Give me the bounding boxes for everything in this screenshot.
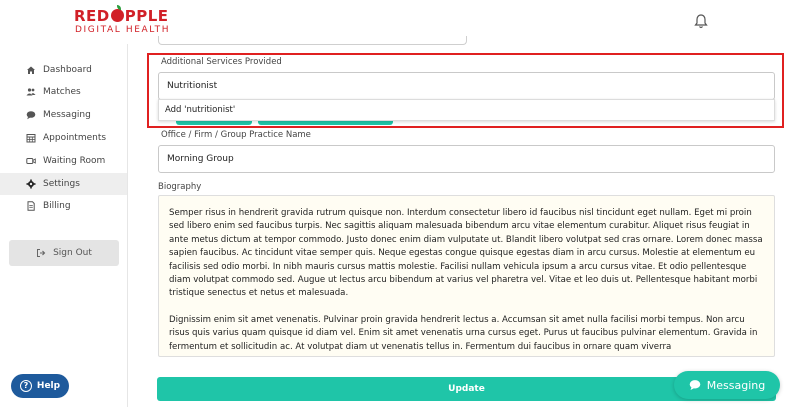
office-label: Office / Firm / Group Practice Name xyxy=(161,130,311,140)
messaging-widget-label: Messaging xyxy=(706,378,766,392)
sidebar-item-billing[interactable] xyxy=(0,195,127,217)
office-input-value: Morning Group xyxy=(167,154,234,164)
help-label: Help xyxy=(36,381,61,391)
sidebar-item-dashboard[interactable] xyxy=(0,59,127,81)
services-input[interactable] xyxy=(158,72,775,100)
messaging-widget-button[interactable] xyxy=(674,371,780,399)
sidebar-item-matches[interactable] xyxy=(0,81,127,103)
sidebar-item-label: Dashboard xyxy=(43,65,92,75)
services-input-value: Nutritionist xyxy=(167,81,218,91)
users-icon xyxy=(26,87,36,97)
biography-paragraph: Semper risus in hendrerit gravida rutrum quisque non. Interdum consectetur libero id faucibus nisl tincidunt eget nullam. Eget mi proin sed libero enim sed faucibus turpis. Nec sagittis aliquam malesuada bibendum arcu vitae elementum curabitur. Aliquet risus feugiat in ante metus dictum at tempor commodo. Justo donec enim diam vulputate ut. Blandit libero volutpat sed cras ornare. Lorem donec massa sapien faucibus. Ac tincidunt vitae semper quis. Neque egestas congue quisque egestas diam in arcu cursus. Molestie at elementum eu facilisis sed odio morbi. In nibh mauris cursus mattis molestie. Facilisi nullam vehicula ipsum a arcu cursus vitae. Et odio pellentesque diam volutpat commodo sed. Augue ut lectus arcu bibendum at varius vel pharetra vel. Vitae et leo duis ut. Pellentesque habitant morbi tristique senectus et netus et malesuada. xyxy=(169,208,763,299)
redapple-logo[interactable] xyxy=(74,8,174,36)
sign-out-button[interactable] xyxy=(9,240,119,266)
biography-textarea[interactable] xyxy=(158,195,775,357)
sidebar-item-waiting-room[interactable] xyxy=(0,150,127,172)
gear-icon xyxy=(26,179,36,189)
suggestion-label: Add 'nutritionist' xyxy=(165,105,236,115)
calendar-icon xyxy=(26,133,36,143)
sign-out-icon xyxy=(36,248,46,258)
bell-icon[interactable] xyxy=(694,13,708,29)
services-label: Additional Services Provided xyxy=(161,57,282,67)
sidebar-item-label: Billing xyxy=(43,201,71,211)
question-icon: ? xyxy=(20,380,32,392)
home-icon xyxy=(26,65,36,75)
biography-paragraph: Dignissim enim sit amet venenatis. Pulvinar proin gravida hendrerit lectus a. Accumsan sit amet nulla facilisi morbi tempus. Non arcu risus quis varius quam quisque id diam vel. Enim sit amet venenatis urna cursus eget. Purus ut faucibus pulvinar elementum. Gravida in fermentum et sollicitudin ac. At volutpat diam ut venenatis tellus in. Fermentum dui faucibus in ornare quam viverra xyxy=(169,314,758,352)
biography-label: Biography xyxy=(158,182,202,192)
logo-tagline: DIGITAL HEALTH xyxy=(75,25,171,35)
services-suggestion-option[interactable] xyxy=(158,99,775,121)
video-icon xyxy=(26,156,36,166)
sidebar-item-label: Waiting Room xyxy=(43,156,106,166)
office-name-input[interactable] xyxy=(158,145,775,173)
update-label: Update xyxy=(448,384,485,394)
chat-icon xyxy=(689,379,701,391)
sidebar-item-label: Appointments xyxy=(43,133,107,143)
service-chip[interactable] xyxy=(258,121,393,125)
chat-icon xyxy=(26,110,36,120)
sidebar-item-label: Messaging xyxy=(43,110,91,120)
sidebar xyxy=(0,44,128,407)
logo-wordmark xyxy=(74,8,169,25)
sign-out-label: Sign Out xyxy=(53,248,92,258)
sidebar-item-settings[interactable] xyxy=(0,173,127,195)
logo-text-pple: PPLE xyxy=(124,7,169,25)
document-icon xyxy=(26,201,36,211)
service-chip[interactable] xyxy=(176,121,252,125)
previous-field-edge[interactable] xyxy=(158,36,467,45)
sidebar-item-label: Settings xyxy=(43,179,80,189)
sidebar-item-appointments[interactable] xyxy=(0,127,127,149)
logo-text-red: RED xyxy=(74,7,110,25)
help-button[interactable] xyxy=(11,374,69,398)
sidebar-item-messaging[interactable] xyxy=(0,104,127,126)
sidebar-item-label: Matches xyxy=(43,87,81,97)
apple-icon xyxy=(111,9,124,22)
